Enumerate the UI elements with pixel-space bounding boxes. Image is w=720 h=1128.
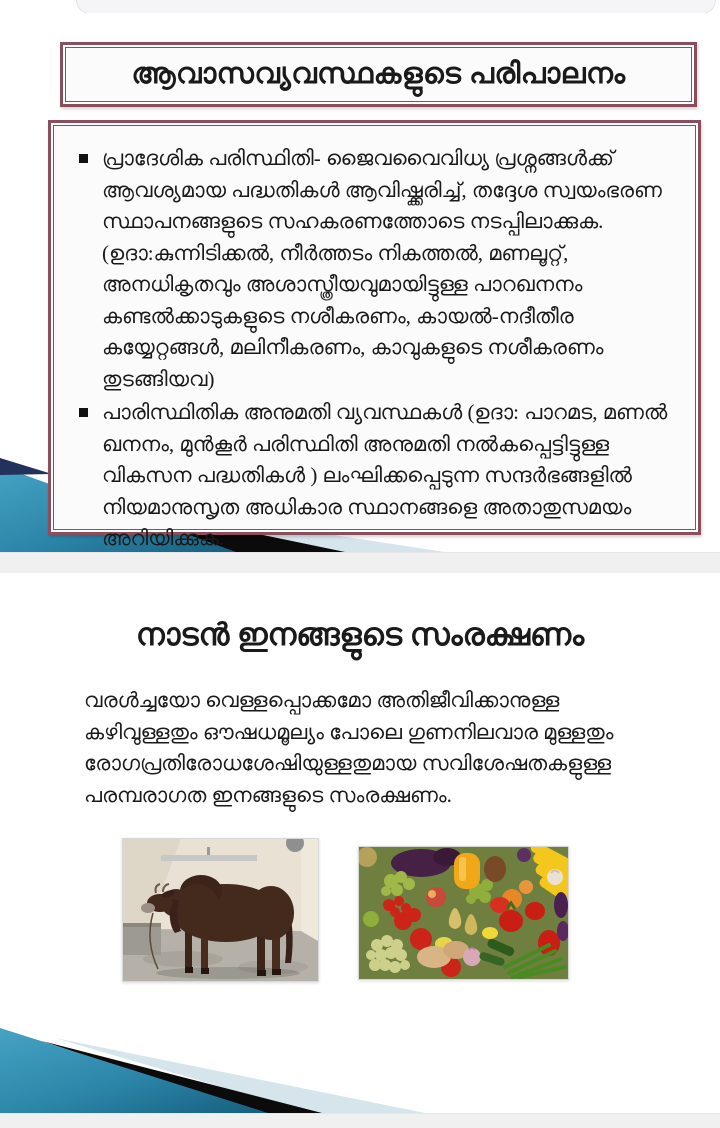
produce-photo xyxy=(358,846,569,980)
previous-slide-edge-strip xyxy=(0,0,720,13)
produce-illustration xyxy=(359,847,568,979)
square-bullet-icon xyxy=(79,154,88,163)
teal-triangle xyxy=(0,1028,268,1113)
navy-sliver xyxy=(0,458,52,475)
bullet-text: പ്രാദേശിക പരിസ്ഥിതി- ജൈവവൈവിധ്യ പ്രശ്നങ്ങൾക്ക് ആവശ്യമായ പദ്ധതികൾ ആവിഷ്ക്കരിച്ച്, തദ്ദേശ സ്വയംഭരണ സ്ഥാപനങ്ങളുടെ സഹകരണത്തോടെ നടപ്പിലാക്കുക. (ഉദാ:കുന്നിടിക്കൽ, നീർത്തടം നികത്തൽ, മണലൂറ്റ്, അനധികൃതവും അശാസ്ത്രീയവുമായിട്ടുള്ള പാറഖനനം കണ്ടൽക്കാടുകളുടെ നശീകരണം, കായൽ-നദീതീര കയ്യേറ്റങ്ങൾ, മലിനീകരണം, കാവുകളുടെ നശീകരണം തുടങ്ങിയവ) xyxy=(102,146,662,391)
slide2-title: നാടൻ ഇനങ്ങളുടെ സംരക്ഷണം xyxy=(135,617,585,652)
bullet-list xyxy=(67,143,680,552)
slide1-content-box xyxy=(48,120,701,550)
slide2-body-text: വരൾച്ചയോ വെള്ളപ്പൊക്കമോ അതിജീവിക്കാനുള്ള കഴിവുള്ളതും ഔഷധമൂല്യം പോലെ ഗുണനിലവാര മുള്ളതും രോഗപ്രതിരോധശേഷിയുള്ളതുമായ സവിശേഷതകളുള്ള പരമ്പരാഗത ഇനങ്ങളുടെ സംരക്ഷണം. xyxy=(84,688,614,807)
slide2-corner-decoration xyxy=(0,573,720,1113)
slide-ecosystem-management xyxy=(0,13,720,552)
page-gap xyxy=(0,1113,720,1128)
slide1-title: ആവാസവ്യവസ്ഥകളുടെ പരിപാലനം xyxy=(131,58,626,90)
cow-illustration xyxy=(123,839,318,981)
square-bullet-icon xyxy=(79,408,88,417)
previous-slide-card-corner xyxy=(76,0,716,14)
list-item xyxy=(67,143,680,395)
slide1-title-box xyxy=(60,42,697,107)
bullet-text: പാരിസ്ഥിതിക അനുമതി വ്യവസ്ഥകൾ (ഉദാ: പാറമട, മണൽ ഖനനം, മുൻകൂർ പരിസ്ഥിതി അനുമതി നൽകപ്പെട്ടിട്ടുള്ള വികസന പദ്ധതികൾ ) ലംഘിക്കപ്പെടുന്ന സന്ദർഭങ്ങളിൽ നിയമാനുസൃത അധികാര സ്ഥാനങ്ങളെ അതാതുസമയം അറിയിക്കുക. xyxy=(102,400,668,550)
list-item xyxy=(67,397,680,552)
slide-native-breeds-conservation xyxy=(0,573,720,1113)
cow-photo xyxy=(122,838,319,982)
page-gap xyxy=(0,552,720,574)
